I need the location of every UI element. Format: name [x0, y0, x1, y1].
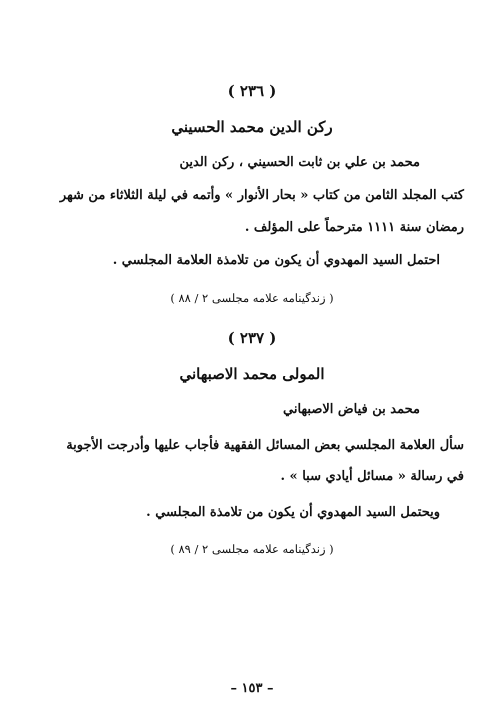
entry-237-line-4: ويحتمل السيد المهدوي أن يكون من تلامذة المجلسي . [146, 505, 440, 520]
entry-237-line-3: في رسالة « مسائل أيادي سبا » . [280, 469, 464, 484]
entry-236-line-1: محمد بن علي بن ثابت الحسيني ، ركن الدين [179, 155, 420, 170]
page-number: – ١٥٣ – [230, 681, 274, 696]
entry-236-reference: ( زندگينامه علامه مجلسى ٢ / ٨٨ ) [170, 291, 334, 305]
entry-236-number: ( ٢٣٦ ) [227, 82, 277, 100]
entry-237-line-2: سأل العلامة المجلسي بعض المسائل الفقهية فأجاب عليها وأدرجت الأجوبة [66, 438, 464, 453]
entry-237-number: ( ٢٣٧ ) [227, 329, 277, 347]
entry-236-line-4: احتمل السيد المهدوي أن يكون من تلامذة العلامة المجلسي . [112, 253, 440, 268]
entry-236-line-3: رمضان سنة ١١١١ مترحماً على المؤلف . [244, 220, 464, 235]
entry-237-title: المولى محمد الاصبهاني [179, 365, 325, 383]
entry-237-line-1: محمد بن فياض الاصبهاني [283, 402, 420, 417]
entry-236-line-2: كتب المجلد الثامن من كتاب « بحار الأنوار » وأتمه في ليلة الثلاثاء من شهر [59, 188, 464, 203]
entry-236-title: ركن الدين محمد الحسيني [171, 118, 333, 136]
entry-237-reference: ( زندگينامه علامه مجلسى ٢ / ٨٩ ) [170, 542, 334, 556]
